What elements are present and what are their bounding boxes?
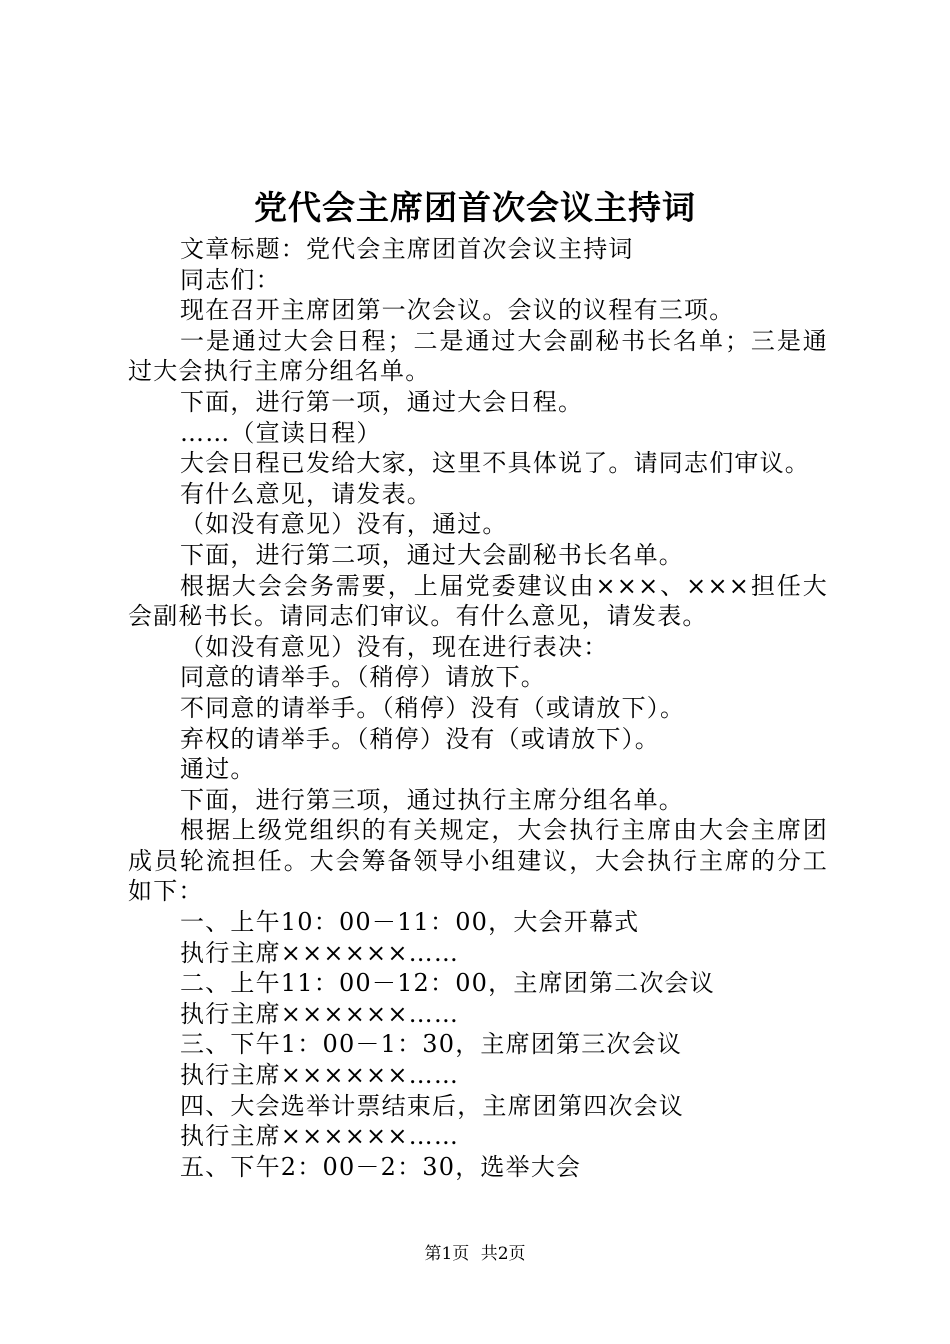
paragraph: 下面，进行第三项，通过执行主席分组名单。 <box>180 785 684 814</box>
page-footer <box>0 1242 950 1266</box>
paragraph: 根据大会会务需要，上届党委建议由×××、×××担任大会副秘书长。请同志们审议。有什么意见，请发表。 <box>128 571 828 631</box>
document-title: 党代会主席团首次会议主持词 <box>254 188 696 227</box>
paragraph: 根据上级党组织的有关规定，大会执行主席由大会主席团成员轮流担任。大会筹备领导小组建议，大会执行主席的分工如下： <box>128 816 828 906</box>
paragraph: 执行主席××××××…… <box>180 938 460 967</box>
paragraph: 三、下午1：00－1：30，主席团第三次会议 <box>180 1030 683 1059</box>
paragraph: 二、上午11：00－12：00，主席团第二次会议 <box>180 969 715 998</box>
paragraph: 一是通过大会日程；二是通过大会副秘书长名单；三是通过大会执行主席分组名单。 <box>128 326 828 386</box>
paragraph: 文章标题：党代会主席团首次会议主持词 <box>180 235 634 263</box>
paragraph: （如没有意见）没有，现在进行表决： <box>180 632 609 661</box>
page-number: 第1页 <box>424 1244 470 1264</box>
page-total: 共2页 <box>480 1244 526 1264</box>
paragraph: 一、上午10：00－11：00，大会开幕式 <box>180 908 640 937</box>
paragraph: 有什么意见，请发表。 <box>180 479 432 508</box>
paragraph: 下面，进行第二项，通过大会副秘书长名单。 <box>180 540 684 569</box>
paragraph: 执行主席××××××…… <box>180 1061 460 1090</box>
document-body <box>128 234 828 1182</box>
paragraph: （如没有意见）没有，通过。 <box>180 510 508 539</box>
paragraph: 同志们： <box>180 265 281 294</box>
paragraph: 五、下午2：00－2：30，选举大会 <box>180 1152 582 1181</box>
paragraph: 大会日程已发给大家，这里不具体说了。请同志们审议。 <box>180 449 810 478</box>
paragraph: 执行主席××××××…… <box>180 1122 460 1151</box>
paragraph: 四、大会选举计票结束后，主席团第四次会议 <box>180 1091 684 1120</box>
paragraph: ……（宣读日程） <box>180 418 382 447</box>
paragraph: 同意的请举手。（稍停）请放下。 <box>180 663 546 692</box>
paragraph: 弃权的请举手。（稍停）没有（或请放下）。 <box>180 724 660 753</box>
paragraph: 执行主席××××××…… <box>180 999 460 1028</box>
paragraph: 不同意的请举手。（稍停）没有（或请放下）。 <box>180 693 686 722</box>
paragraph: 下面，进行第一项，通过大会日程。 <box>180 387 584 416</box>
paragraph: 通过。 <box>180 755 256 784</box>
paragraph: 现在召开主席团第一次会议。会议的议程有三项。 <box>180 296 735 325</box>
